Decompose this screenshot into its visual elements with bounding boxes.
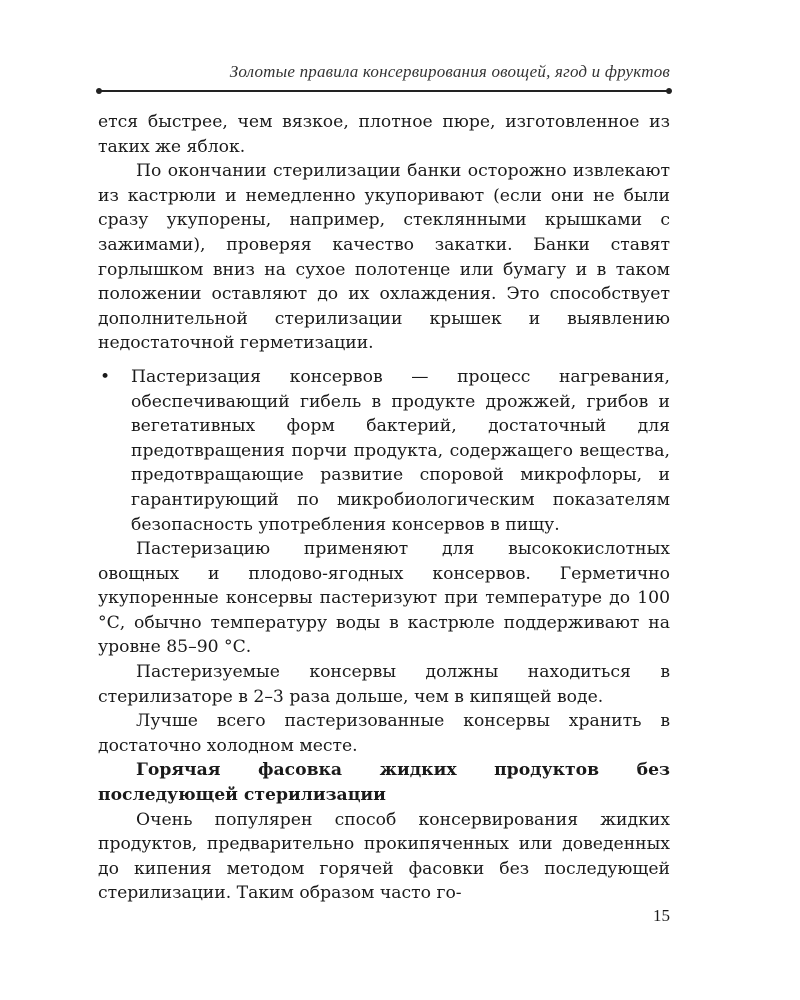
header-rule: [98, 90, 670, 92]
section-heading: Горячая фасовка жидких продуктов без последующей стерилизации: [98, 760, 670, 806]
paragraph-pasteurization-time: Пастеризуемые консервы должны находиться в стерилизаторе в 2–3 раза дольше, чем в кипящей воде.: [98, 662, 670, 707]
bullet-list: [98, 365, 670, 537]
page-number: 15: [653, 906, 670, 925]
paragraph-continuation: ется быстрее, чем вязкое, плотное пюре, изготовленное из таких же яблок.: [98, 112, 670, 157]
bullet-marker: •: [100, 366, 111, 387]
running-header: Золотые правила консервирования овощей, ягод и фруктов: [229, 62, 670, 81]
paragraph-storage: Лучше всего пастеризованные консервы хранить в достаточно холодном месте.: [98, 711, 670, 756]
bullet-text-pasteurization: Пастеризация консервов — процесс нагревания, обеспечивающий гибель в продукте дрожжей, грибов и вегетативных форм бактерий, достаточный для предотвращения порчи продукта, содержащего вещества, предотвращающие развитие споровой микрофлоры, и гарантирующий по микробиологическим показателям безопасность употребления консервов в пищу.: [131, 366, 670, 535]
paragraph-hot-filling: Очень популярен способ консервирования жидких продуктов, предварительно прокипяченных или доведенных до кипения методом горячей фасовки без последующей стерилизации. Таким образом часто го-: [98, 809, 670, 904]
book-page: [98, 62, 670, 906]
paragraph-pasteurization-use: Пастеризацию применяют для высококислотных овощных и плодово-ягодных консервов. Герметично укупоренные консервы пастеризуют при температуре до 100 °С, обычно температуру воды в кастрюле поддерживают на уровне 85–90 °С.: [98, 539, 670, 658]
list-item: [98, 365, 670, 537]
paragraph-sterilization-end: По окончании стерилизации банки осторожно извлекают из кастрюли и немедленно укупоривают (если они не были сразу укупорены, например, стеклянными крышками с зажимами), проверяя качество закатки. Банки ставят горлышком вниз на сухое полотенце или бумагу и в таком положении оставляют до их охлаждения. Это способствует дополнительной стерилизации крышек и выявлению недостаточной герметизации.: [98, 161, 670, 354]
body-text: [98, 110, 670, 906]
